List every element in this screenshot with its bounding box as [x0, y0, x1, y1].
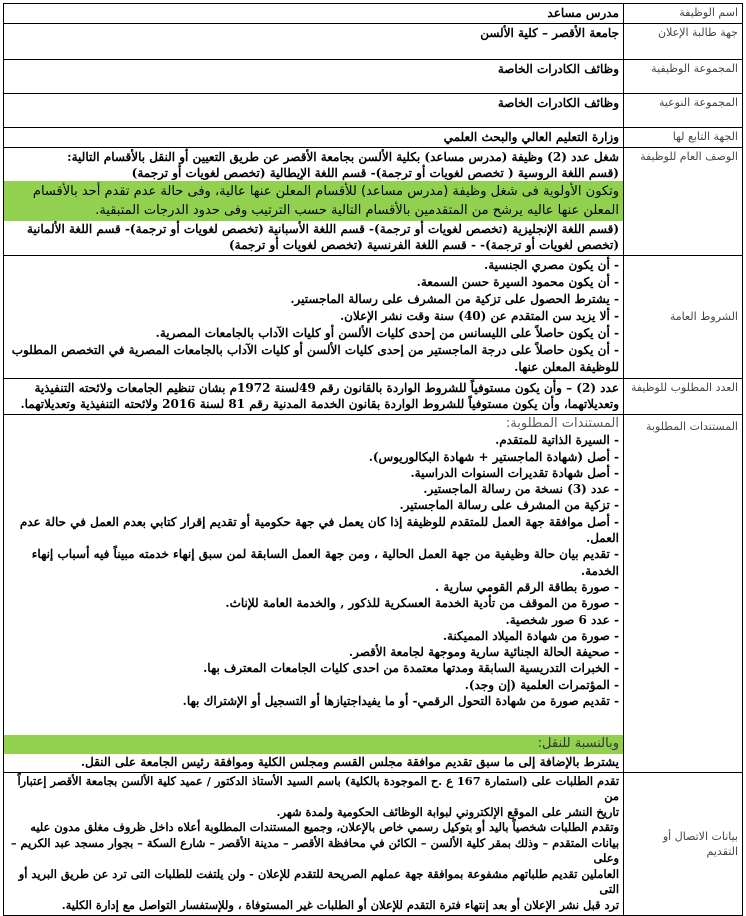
announcement-table — [3, 3, 743, 916]
row-affiliated-body — [4, 128, 743, 148]
condition-item: - يشترط الحصول على تزكية من المشرف على رسالة الماجستير. — [290, 292, 619, 306]
contact-line: تاريخ النشر على الموقع الإلكتروني لبوابة الوظائف الحكومية ولمدة شهر. — [276, 804, 619, 819]
label-required-documents — [624, 415, 743, 773]
label-affiliated-body: الجهة التابع لها — [624, 128, 743, 148]
value-affiliated-body: وزارة التعليم العالي والبحث العلمي — [4, 128, 624, 148]
value-required-count: عدد (2) – وأن يكون مستوفياً للشروط الواردة بالقانون رقم 49لسنة 1972م بشان تنظيم الجامعات ولائحته التنفيذية وتعديلاتهما، وأن يكون مستوفياً للشروط الواردة بقانون الخدمة المدنية رقم 81 لسنة 2016 ولائحته التنفيذية وتعديلاتهما. — [4, 379, 624, 415]
label-description: الوصف العام للوظيفة — [624, 148, 743, 256]
document-item: - تقديم بيان حالة وظيفية من جهة العمل الحالية ، ومن جهة العمل السابقة لمن سبق إنهاء خدمته مبيناً فيه أسباب إنهاء الخدمة. — [31, 547, 619, 578]
document-item: - الخبرات التدريسية السابقة ومدتها معتمدة من احدى كليات الجامعات المعترف بها. — [203, 661, 619, 676]
document-item: - عدد (3) نسخة من رسالة الماجستير. — [423, 482, 619, 497]
label-functional-group: المجموعة الوظيفية — [624, 60, 743, 94]
document-item: - السيرة الذاتية للمتقدم. — [495, 433, 619, 448]
priority-note-highlight: وتكون الأولوية فى شغل وظيفة (مدرس مساعد) للأقسام المعلن عنها عالية، وفى حالة عدم تقدم أحد بالأقسام المعلن عنها عاليه يرشح من المتقدمين بالأقسام التالية حسب الترتيب وفى حدود الدرجات المتبقية. — [4, 181, 623, 221]
contact-line: ترد قبل نشر الإعلان أو بعد إنتهاء فترة التقدم للإعلان أو الطلبات غير المستوفاة ، وللإستفسار التواصل مع إدارة الكلية. — [61, 897, 619, 912]
label-contact — [624, 772, 743, 916]
document-item: - أصل موافقة جهة العمل للمتقدم للوظيفة إذا كان يعمل في جهة حكومية أو تقديم إقرار كتابي بعدم العمل في حالة عدم العمل. — [19, 514, 619, 546]
general-conditions-label-text: الشروط العامة — [669, 310, 738, 323]
description-departments-b: (قسم اللغة الإنجليزية (تخصص لغويات أو ترجمة)- قسم اللغة الأسبانية (تخصص لغويات أو ترجمة)- قسم اللغة الألمانية (تخصص لغويات أو ترجمة)- - قسم اللغة الفرنسية (تخصص لغويات أو ترجمة) — [26, 222, 619, 252]
transfer-heading-highlight: وبالنسبة للنقل: — [4, 735, 623, 753]
value-general-conditions — [4, 256, 624, 379]
document-item: - عدد 6 صور شخصية. — [505, 612, 619, 627]
condition-item: - أن يكون مصري الجنسية. — [484, 258, 619, 272]
condition-item: - أن يكون محمود السيرة حسن السمعة. — [416, 275, 619, 289]
row-required-documents — [4, 415, 743, 773]
contact-line: بيانات المتقدم – وذلك بمقر كلية الألسن – الكائن في محافظة الأقصر – مدينة الأقصر – شارع السكة – بجوار مسجد عبد الكريم – وعلى — [10, 835, 619, 866]
contact-line: تقدم الطلبات على (استمارة 167 ع .ح الموجودة بالكلية) باسم السيد الأستاذ الدكتور / عميد كلية الألسن بجامعة الأقصر إعتباراً من — [17, 773, 619, 804]
documents-list — [4, 432, 623, 709]
label-general-conditions — [624, 256, 743, 379]
condition-item: - أن يكون حاصلاً على درجة الماجستير من إحدى كليات الألسن أو كليات الآداب بالجامعات المصرية في التخصص المطلوب للوظيفة المعلن عنها. — [11, 343, 619, 374]
document-item: - صورة بطاقة الرقم القومي سارية . — [434, 579, 619, 594]
job-announcement — [3, 3, 743, 916]
condition-item: - ألا يزيد سن المتقدم عن (40) سنة وقت نشر الإعلان. — [339, 309, 619, 323]
document-item: - صحيفة الحالة الجنائية سارية وموجهة لجامعة الأقصر. — [348, 645, 619, 660]
label-requesting-body: جهة طالبة الإعلان — [624, 24, 743, 60]
label-job-title: اسم الوظيفة — [624, 4, 743, 24]
value-contact — [4, 772, 624, 916]
row-description — [4, 148, 743, 256]
value-description — [4, 148, 624, 256]
contact-line: وتقدم الطلبات شخصياً باليد أو بتوكيل رسمي خاص بالإعلان، وجميع المستندات المطلوبة أعلاه داخل ظروف مغلق مدون عليه — [30, 820, 619, 835]
value-requesting-body: جامعة الأقصر – كلية الألسن — [4, 24, 624, 60]
transfer-requirement: يشترط بالإضافة إلى ما سبق تقديم موافقة مجلس القسم ومجلس الكلية وموافقة رئيس الجامعة على النقل. — [80, 754, 619, 769]
row-required-count — [4, 379, 743, 415]
document-item: - المؤتمرات العلمية (إن وجد). — [464, 677, 619, 692]
value-required-documents — [4, 415, 624, 773]
label-qualitative-group: المجموعة النوعية — [624, 94, 743, 128]
row-requesting-body — [4, 24, 743, 60]
description-departments-a: (قسم اللغة الروسية ( تخصص لغويات أو ترجمة)- قسم اللغة الإيطالية (تخصص لغويات أو ترجمة) — [131, 166, 619, 180]
description-intro: شغل عدد (2) وظيفة (مدرس مساعد) بكلية الألسن بجامعة الأقصر عن طريق التعيين أو النقل بالأقسام التالية: — [67, 150, 619, 164]
contact-label-text: بيانات الاتصال أو التقديم — [662, 829, 738, 858]
value-functional-group: وظائف الكادرات الخاصة — [4, 60, 624, 94]
document-item: - أصل شهادة تقديرات السنوات الدراسية. — [410, 465, 619, 480]
document-item: - تزكية من المشرف على رسالة الماجستير. — [399, 498, 619, 513]
required-documents-label-text: المستندات المطلوبة — [646, 420, 738, 433]
document-item: - صورة من شهادة الميلاد المميكنة. — [442, 628, 619, 643]
document-item: - تقديم صورة من شهادة التحول الرقمي- أو ما يفيداجتيازها أو التسجيل أو الإشتراك بها. — [182, 694, 619, 709]
value-job-title: مدرس مساعد — [4, 4, 624, 24]
row-contact — [4, 772, 743, 916]
condition-item: - أن يكون حاصلاً على الليسانس من إحدى كليات الألسن أو كليات الآداب بالجامعات المصرية. — [155, 326, 619, 340]
row-general-conditions — [4, 256, 743, 379]
contact-line: العاملين تقديم طلباتهم مشفوعة بموافقة جهة عملهم الصريحة للتقدم للإعلان - ولن يلتفت للطلبات التى ترد عن طريق البريد أو التى — [18, 866, 619, 897]
row-job-title — [4, 4, 743, 24]
documents-spacer — [4, 709, 623, 735]
row-qualitative-group — [4, 94, 743, 128]
label-required-count: العدد المطلوب للوظيفة — [624, 379, 743, 415]
document-item: - أصل (شهادة الماجستير + شهادة البكالوريوس). — [368, 449, 619, 464]
row-functional-group — [4, 60, 743, 94]
value-qualitative-group: وظائف الكادرات الخاصة — [4, 94, 624, 128]
document-item: - صورة من الموقف من تأدية الخدمة العسكرية للذكور , والخدمة العامة للإناث. — [225, 596, 619, 611]
documents-heading: المستندات المطلوبة: — [505, 416, 619, 431]
